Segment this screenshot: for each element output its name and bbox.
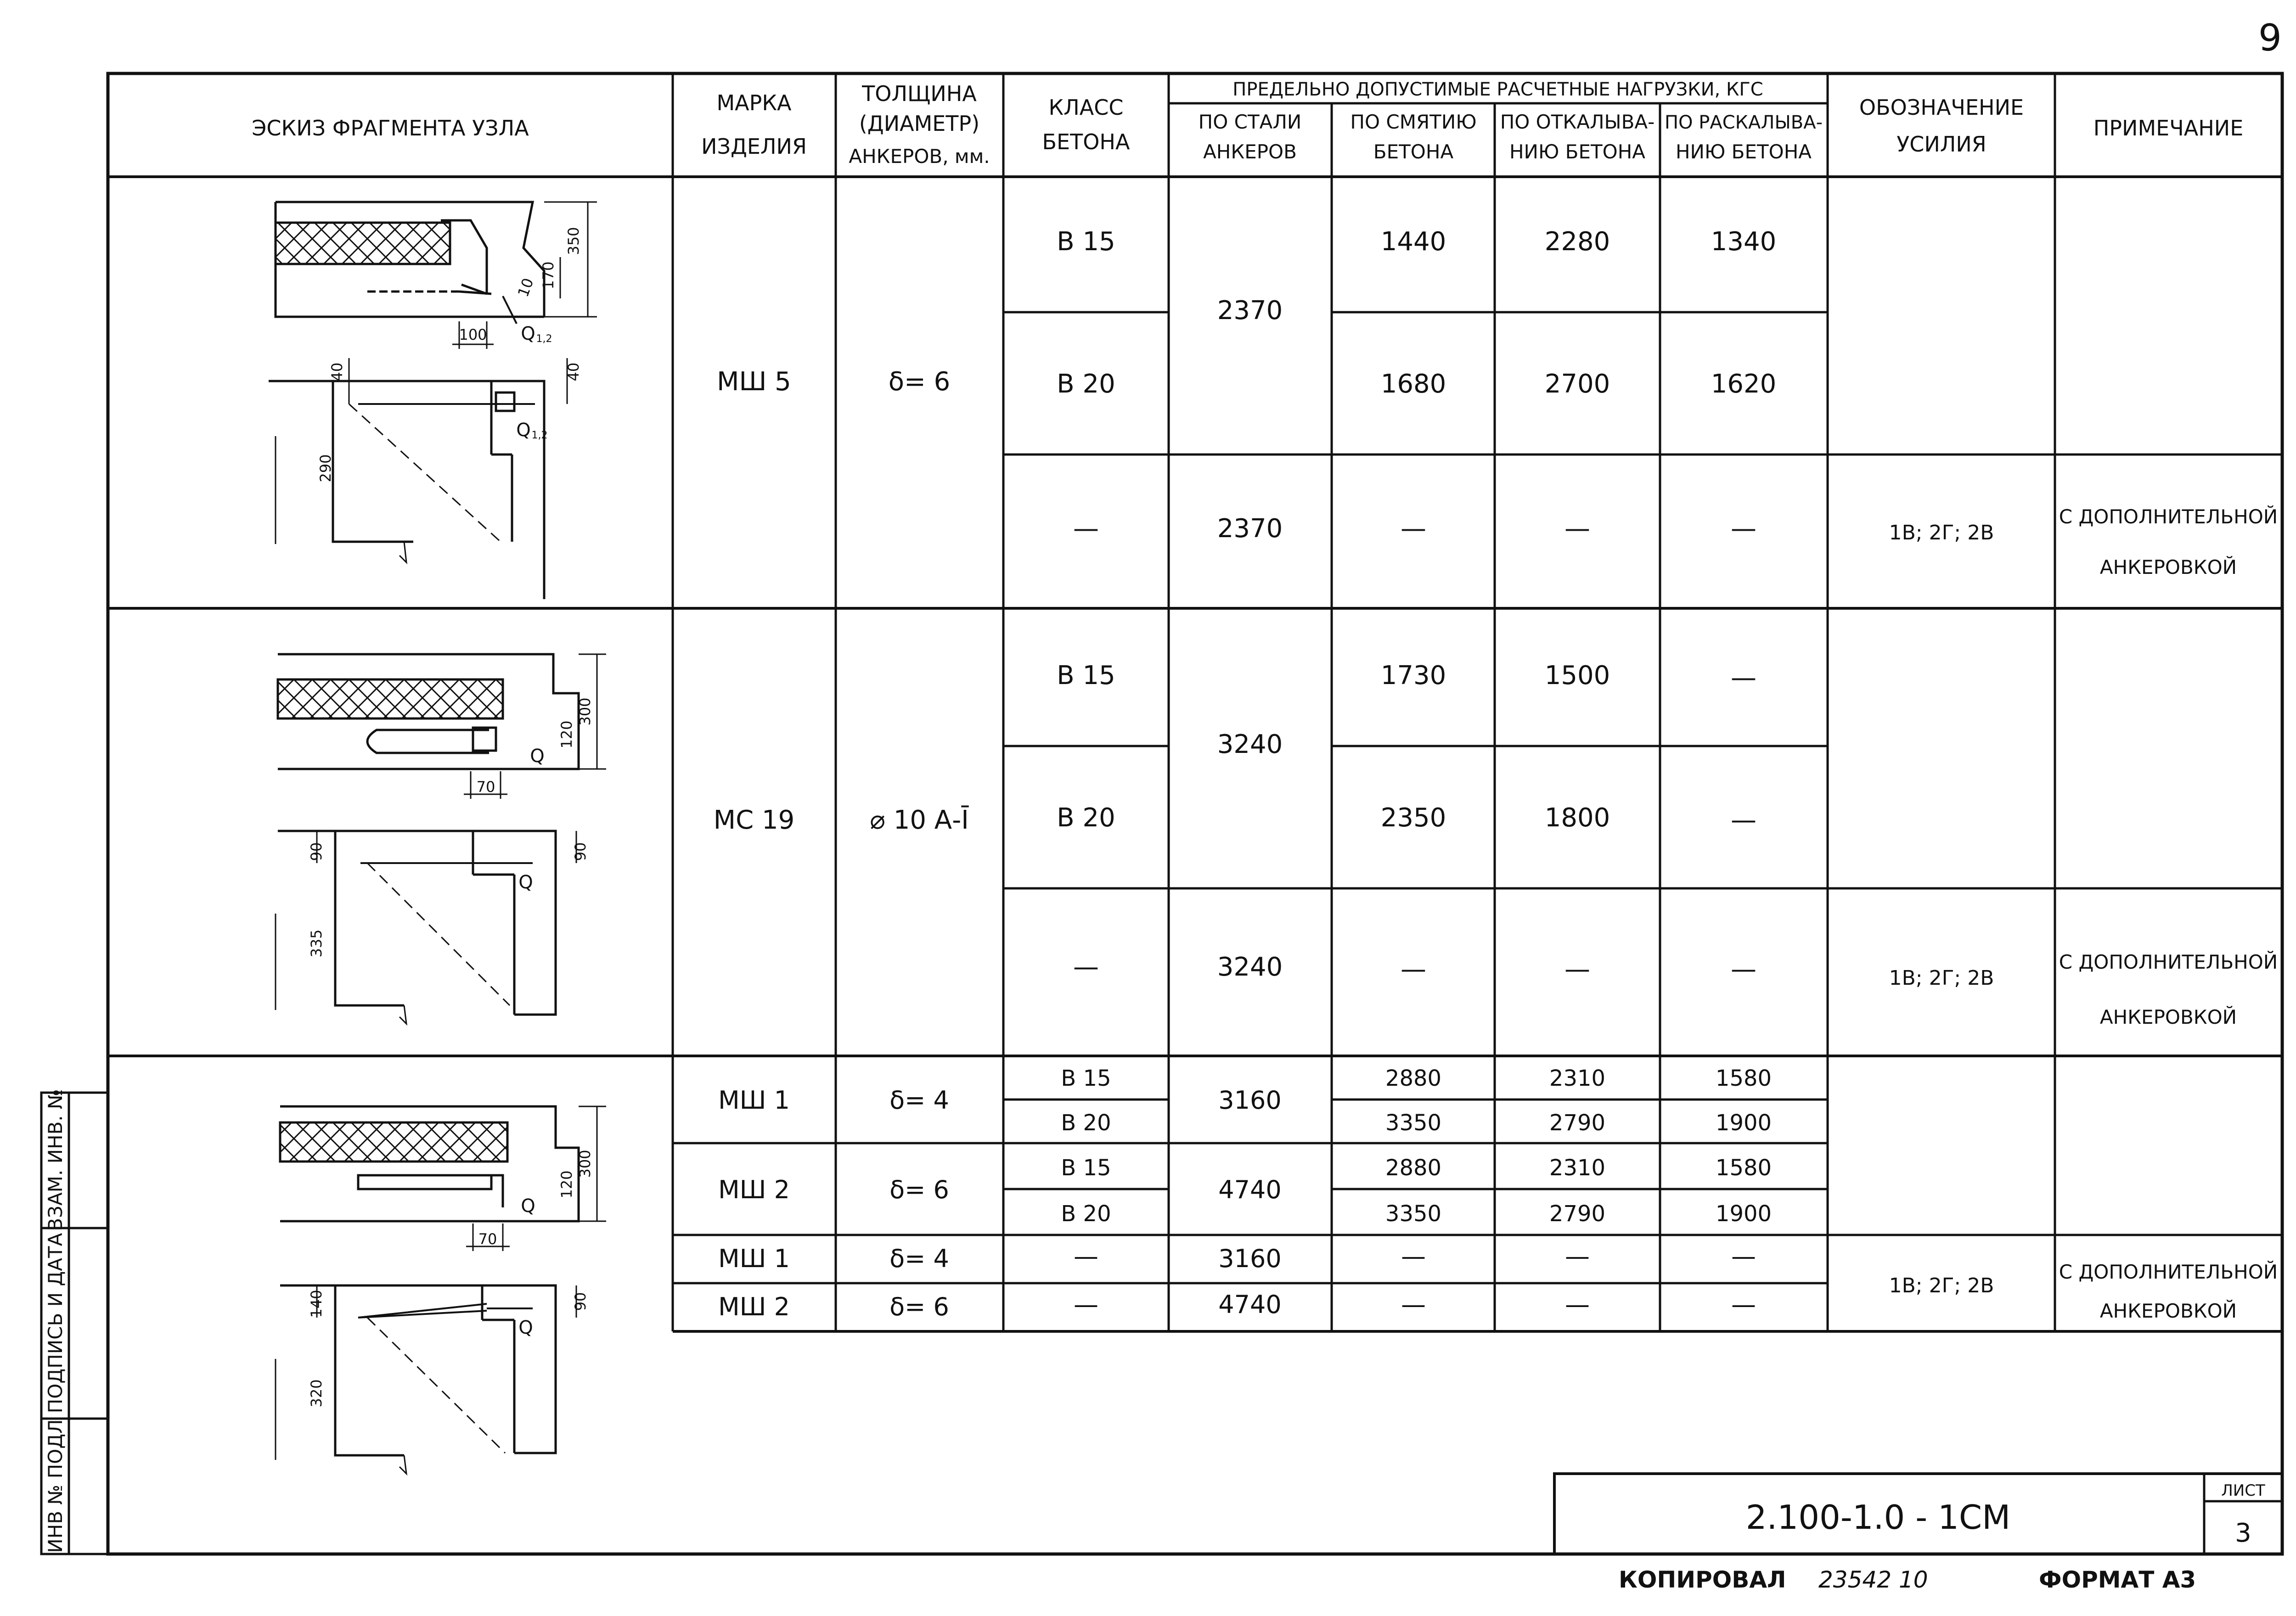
- header-concrete-2: БЕТОНА: [1042, 129, 1130, 154]
- s3-q1: Q: [521, 1195, 535, 1217]
- s3-g2-r1-chip: 2310: [1549, 1155, 1606, 1181]
- s1-extra-class: —: [1073, 514, 1099, 544]
- s3-note-2: АНКЕРОВКОЙ: [2099, 1300, 2237, 1322]
- s3-dim-140: 140: [308, 1290, 325, 1318]
- s3-extra2-crush: —: [1401, 1290, 1426, 1319]
- s3-dim-120: 120: [558, 1170, 575, 1199]
- footer-format: ФОРМАТ А3: [2039, 1566, 2196, 1593]
- s3-extra2-class: —: [1074, 1290, 1098, 1319]
- s3-extra1-chip: —: [1565, 1242, 1590, 1271]
- s2-extra-split: —: [1731, 954, 1756, 984]
- s3-q2: Q: [518, 1317, 533, 1338]
- s2-extra-chip: —: [1564, 954, 1590, 984]
- s3-extra2-chip: —: [1565, 1290, 1590, 1319]
- s1-row2-split: 1620: [1711, 369, 1777, 399]
- s3-g2-mark: МШ 2: [718, 1175, 790, 1204]
- s2-q2: Q: [518, 872, 533, 893]
- header-note: ПРИМЕЧАНИЕ: [2093, 116, 2244, 140]
- s3-dim-300: 300: [576, 1150, 594, 1178]
- s1-extra-chip: —: [1564, 514, 1590, 544]
- s3-g2-r2-chip: 2790: [1549, 1201, 1606, 1227]
- s3-g1-r2-chip: 2790: [1549, 1110, 1606, 1136]
- header-concrete-1: КЛАСС: [1048, 95, 1124, 120]
- s3-dim-320: 320: [308, 1379, 325, 1408]
- header-loads-group: ПРЕДЕЛЬНО ДОПУСТИМЫЕ РАСЧЕТНЫЕ НАГРУЗКИ, КГС: [1232, 79, 1763, 100]
- header-split-1: ПО РАСКАЛЫВА-: [1664, 112, 1823, 133]
- s1-q1-sub: 1,2: [536, 333, 552, 345]
- header-mark-2: ИЗДЕЛИЯ: [701, 134, 807, 159]
- header-crush-1: ПО СМЯТИЮ: [1350, 111, 1477, 133]
- s3-g1-r1-split: 1580: [1715, 1066, 1772, 1091]
- s1-row2-class: В 20: [1057, 369, 1115, 399]
- s2-row2-crush: 2350: [1380, 803, 1446, 833]
- s2-dim-120: 120: [558, 720, 575, 749]
- s2-row2-split: —: [1731, 805, 1756, 835]
- s1-row1-split: 1340: [1711, 227, 1777, 257]
- s2-dim-335: 335: [308, 929, 325, 958]
- s1-dim-290: 290: [317, 454, 334, 483]
- s3-g1-steel: 3160: [1218, 1086, 1282, 1115]
- s2-row2-class: В 20: [1057, 803, 1115, 833]
- s3-extra1-mark: МШ 1: [718, 1244, 790, 1273]
- s3-g1-thick: δ= 4: [889, 1086, 949, 1115]
- s1-dim-170: 170: [540, 261, 557, 290]
- s2-dim-70: 70: [476, 778, 495, 796]
- s3-g1-mark: МШ 1: [718, 1086, 790, 1115]
- s3-extra2-split: —: [1731, 1290, 1756, 1319]
- s1-row1-crush: 1440: [1380, 227, 1446, 257]
- s2-q1: Q: [530, 746, 545, 767]
- s1-note-1: С ДОПОЛНИТЕЛЬНОЙ: [2059, 505, 2278, 528]
- s3-extra1-crush: —: [1401, 1242, 1426, 1271]
- stamp-inv-podl: ИНВ № ПОДЛ: [44, 1419, 67, 1553]
- s1-q2-sub: 1,2: [531, 430, 548, 441]
- s3-g1-r1-chip: 2310: [1549, 1066, 1606, 1091]
- s3-extra1-split: —: [1731, 1242, 1756, 1271]
- stamp-signature-date: ПОДПИСЬ И ДАТА: [44, 1233, 67, 1414]
- s3-g2-thick: δ= 6: [889, 1175, 949, 1204]
- header-force-1: ОБОЗНАЧЕНИЕ: [1859, 95, 2024, 120]
- s2-row2-chip: 1800: [1544, 803, 1610, 833]
- s2-row1-split: —: [1731, 663, 1756, 693]
- s3-extra1-thick: δ= 4: [889, 1244, 949, 1273]
- s2-extra-crush: —: [1401, 954, 1426, 984]
- header-thick-1: ТОЛЩИНА: [862, 81, 977, 106]
- s1-q1: Q: [521, 323, 535, 344]
- s3-extra2-mark: МШ 2: [718, 1292, 790, 1321]
- s1-dim-40a: 40: [328, 362, 346, 382]
- s3-g1-r1-class: В 15: [1061, 1066, 1111, 1091]
- sheet-number: 3: [2235, 1518, 2251, 1548]
- s1-steel: 2370: [1217, 296, 1283, 325]
- header-steel-2: АНКЕРОВ: [1203, 140, 1297, 163]
- s2-note-1: С ДОПОЛНИТЕЛЬНОЙ: [2059, 951, 2278, 973]
- sketch-2: [276, 654, 606, 1024]
- s3-force: 1В; 2Г; 2В: [1889, 1274, 1994, 1297]
- header-steel-1: ПО СТАЛИ: [1198, 111, 1302, 133]
- s2-row1-crush: 1730: [1380, 661, 1446, 690]
- s1-row1-class: В 15: [1057, 227, 1115, 257]
- header-force-2: УСИЛИЯ: [1896, 132, 1986, 157]
- s3-extra1-steel: 3160: [1218, 1244, 1282, 1273]
- header-crush-2: БЕТОНА: [1373, 140, 1454, 163]
- sketch-3: [276, 1106, 606, 1474]
- s1-row1-chip: 2280: [1544, 227, 1610, 257]
- s3-g2-r2-class: В 20: [1061, 1201, 1111, 1227]
- footer-number: 23542 10: [1818, 1566, 1928, 1593]
- s2-note-2: АНКЕРОВКОЙ: [2099, 1006, 2237, 1028]
- s3-extra1-class: —: [1074, 1242, 1098, 1271]
- header-chip-1: ПО ОТКАЛЫВА-: [1500, 111, 1655, 133]
- s2-row1-chip: 1500: [1544, 661, 1610, 690]
- s1-dim-350: 350: [565, 227, 582, 255]
- s3-dim-70: 70: [478, 1230, 497, 1248]
- s3-g1-r2-crush: 3350: [1385, 1110, 1442, 1136]
- header-thick-2: (ДИАМЕТР): [859, 111, 980, 136]
- header-mark-1: МАРКА: [716, 90, 792, 115]
- s3-dim-90: 90: [572, 1292, 589, 1311]
- s2-thick: ⌀ 10 А-Ī: [870, 805, 969, 835]
- s3-g1-r1-crush: 2880: [1385, 1066, 1442, 1091]
- footer-copied: КОПИРОВАЛ: [1619, 1566, 1786, 1593]
- s1-row2-crush: 1680: [1380, 369, 1446, 399]
- s2-steel: 3240: [1217, 729, 1283, 759]
- s3-note-1: С ДОПОЛНИТЕЛЬНОЙ: [2059, 1261, 2278, 1283]
- s3-g2-r1-crush: 2880: [1385, 1155, 1442, 1181]
- s3-g2-steel: 4740: [1218, 1175, 1282, 1204]
- s1-q2: Q: [516, 420, 531, 441]
- s2-force: 1В; 2Г; 2В: [1889, 966, 1994, 990]
- s2-extra-steel: 3240: [1217, 952, 1283, 982]
- s1-dim-40b: 40: [565, 362, 582, 382]
- s3-g2-r2-crush: 3350: [1385, 1201, 1442, 1227]
- header-thick-3: АНКЕРОВ, мм.: [849, 145, 990, 168]
- s1-thick: δ= 6: [888, 367, 951, 397]
- header-chip-2: НИЮ БЕТОНА: [1509, 140, 1646, 163]
- s3-g1-r2-class: В 20: [1061, 1110, 1111, 1136]
- s3-extra2-steel: 4740: [1218, 1290, 1282, 1319]
- s3-g2-r2-split: 1900: [1715, 1201, 1772, 1227]
- s1-extra-steel: 2370: [1217, 514, 1283, 544]
- s3-g2-r1-split: 1580: [1715, 1155, 1772, 1181]
- s2-row1-class: В 15: [1057, 661, 1115, 690]
- s3-g1-r2-split: 1900: [1715, 1110, 1772, 1136]
- s1-note-2: АНКЕРОВКОЙ: [2099, 556, 2237, 578]
- stamp-vzam-inv: ВЗАМ. ИНВ. №: [44, 1089, 67, 1231]
- s1-dim-100: 100: [459, 326, 487, 343]
- s1-extra-split: —: [1731, 514, 1756, 544]
- header-split-2: НИЮ БЕТОНА: [1675, 140, 1812, 163]
- s2-dim-300: 300: [576, 697, 594, 726]
- s2-mark: МС 19: [713, 805, 795, 835]
- s2-extra-class: —: [1073, 952, 1099, 982]
- s1-force: 1В; 2Г; 2В: [1889, 521, 1994, 544]
- s1-extra-crush: —: [1401, 514, 1426, 544]
- s3-g2-r1-class: В 15: [1061, 1155, 1111, 1181]
- s1-mark: МШ 5: [717, 367, 791, 397]
- s1-dim-10: 10: [514, 275, 537, 299]
- page-number: 9: [2258, 17, 2282, 59]
- sheet-label: ЛИСТ: [2221, 1481, 2265, 1500]
- s1-row2-chip: 2700: [1544, 369, 1610, 399]
- s2-dim-90a: 90: [308, 842, 325, 861]
- document-code: 2.100-1.0 - 1СМ: [1745, 1498, 2011, 1537]
- header-sketch: ЭСКИЗ ФРАГМЕНТА УЗЛА: [252, 116, 529, 140]
- s3-extra2-thick: δ= 6: [889, 1292, 949, 1321]
- s2-dim-90b: 90: [572, 842, 589, 861]
